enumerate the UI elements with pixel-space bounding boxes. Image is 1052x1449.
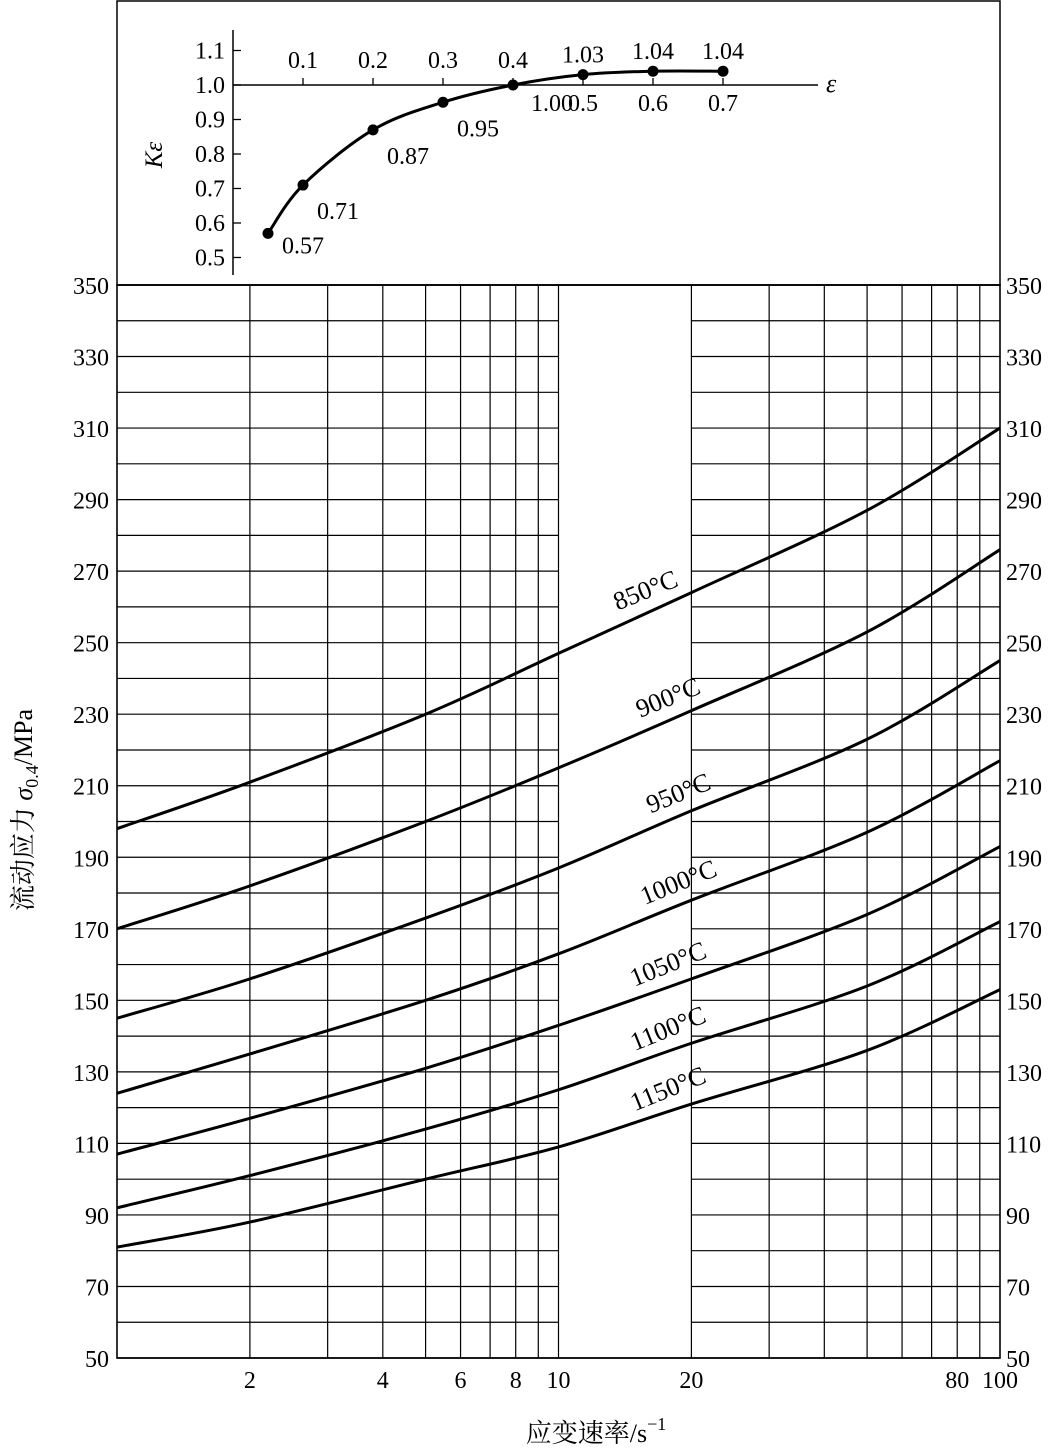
k-point xyxy=(298,180,309,191)
y-tick-label-left: 310 xyxy=(73,417,109,444)
y-tick-label-right: 350 xyxy=(1006,274,1042,300)
y-tick-label-left: 250 xyxy=(73,631,109,658)
y-tick-label-left: 170 xyxy=(73,917,109,944)
series-label: 1150°C xyxy=(626,1060,710,1117)
k-tick-label: 1.0 xyxy=(195,73,225,99)
k-point xyxy=(648,66,659,77)
lower-point-label: 0.95 xyxy=(457,116,499,143)
series-label: 1050°C xyxy=(625,935,711,993)
k-tick-label: 0.7 xyxy=(195,176,225,203)
y-tick-label-left: 150 xyxy=(73,989,109,1016)
y-tick-label-left: 290 xyxy=(73,488,109,515)
lower-point-label: 0.71 xyxy=(317,199,359,226)
y-tick-label-left: 210 xyxy=(73,774,109,801)
y-tick-label-right: 150 xyxy=(1006,989,1042,1016)
x-axis-label xyxy=(526,1414,667,1448)
upper-point-label: 0.3 xyxy=(428,48,458,74)
y-tick-label-left: 270 xyxy=(73,560,109,587)
y-tick-label-right: 230 xyxy=(1006,703,1042,730)
lower-point-label: 1.00 xyxy=(531,91,573,117)
x-tick-label: 2 xyxy=(243,1368,256,1394)
x-tick-label: 8 xyxy=(509,1368,522,1394)
lower-point-label: 0.5 xyxy=(568,91,598,117)
inset-frame xyxy=(117,1,1000,285)
k-axis-label: Kε xyxy=(141,141,168,169)
x-axis-unit: /s xyxy=(629,1419,648,1448)
y-tick-label-left: 90 xyxy=(85,1203,109,1230)
y-tick-label-left: 130 xyxy=(73,1060,109,1087)
y-axis-unit: /MPa xyxy=(9,708,38,766)
y-tick-label-right: 70 xyxy=(1006,1275,1030,1302)
k-point-label: 0.57 xyxy=(282,233,324,260)
y-axis-label-text: 流动应力 xyxy=(9,807,38,912)
y-tick-label-right: 270 xyxy=(1006,560,1042,587)
y-tick-label-right: 210 xyxy=(1006,774,1042,801)
upper-point-label: 1.03 xyxy=(562,42,604,69)
upper-point-label: 1.04 xyxy=(632,39,674,66)
y-axis-symbol: σ xyxy=(9,787,38,808)
k-tick-label: 0.8 xyxy=(195,142,225,168)
y-tick-label-left: 330 xyxy=(73,345,109,372)
y-axis-label xyxy=(9,708,42,911)
y-tick-label-right: 130 xyxy=(1006,1060,1042,1087)
k-point xyxy=(718,66,729,77)
y-tick-label-right: 190 xyxy=(1006,846,1042,873)
k-tick-label: 0.5 xyxy=(195,245,225,272)
y-tick-label-left: 110 xyxy=(73,1132,109,1159)
y-tick-label-right: 330 xyxy=(1006,345,1042,372)
y-tick-label-right: 50 xyxy=(1006,1347,1030,1373)
y-tick-label-right: 90 xyxy=(1006,1203,1030,1230)
y-tick-label-left: 50 xyxy=(85,1347,109,1373)
y-tick-label-right: 170 xyxy=(1006,917,1042,944)
lower-point-label: 0.87 xyxy=(387,143,429,170)
y-tick-label-left: 70 xyxy=(85,1275,109,1302)
upper-point-label: 0.4 xyxy=(498,48,528,74)
x-tick-label: 10 xyxy=(546,1368,571,1394)
k-point xyxy=(368,124,379,135)
k-tick-label: 0.9 xyxy=(195,107,225,134)
y-axis-subscript: 0.4 xyxy=(22,765,42,788)
series-label: 1000°C xyxy=(635,853,721,911)
k-tick-label: 1.1 xyxy=(195,38,225,65)
k-point xyxy=(578,69,589,80)
k-point xyxy=(263,228,274,239)
upper-point-label: 1.04 xyxy=(702,39,744,66)
lower-point-label: 0.7 xyxy=(708,91,738,117)
y-tick-label-right: 110 xyxy=(1006,1132,1042,1159)
y-tick-label-right: 290 xyxy=(1006,488,1042,515)
x-tick-label: 100 xyxy=(982,1368,1018,1394)
y-tick-label-left: 230 xyxy=(73,703,109,730)
y-tick-label-right: 310 xyxy=(1006,417,1042,444)
series-label: 950°C xyxy=(642,767,715,820)
lower-point-label: 0.6 xyxy=(638,91,668,117)
x-axis-label-text: 应变速率 xyxy=(525,1419,630,1448)
k-point xyxy=(508,80,519,91)
x-axis-unit-exponent: −1 xyxy=(647,1414,667,1434)
x-tick-label: 6 xyxy=(454,1368,467,1394)
upper-point-label: 0.2 xyxy=(358,48,388,74)
k-point xyxy=(438,97,449,108)
x-tick-label: 20 xyxy=(679,1368,704,1394)
upper-point-label: 0.1 xyxy=(288,48,318,74)
series-label: 1100°C xyxy=(626,1000,710,1057)
y-tick-label-left: 350 xyxy=(73,274,109,300)
y-tick-label-right: 250 xyxy=(1006,631,1042,658)
y-tick-label-left: 190 xyxy=(73,846,109,873)
x-tick-label: 4 xyxy=(376,1368,389,1394)
series-label: 900°C xyxy=(631,671,705,724)
x-tick-label: 80 xyxy=(945,1368,970,1394)
series-label: 850°C xyxy=(609,564,682,617)
epsilon-axis-label: ε xyxy=(826,69,837,98)
k-tick-label: 0.6 xyxy=(195,211,225,237)
